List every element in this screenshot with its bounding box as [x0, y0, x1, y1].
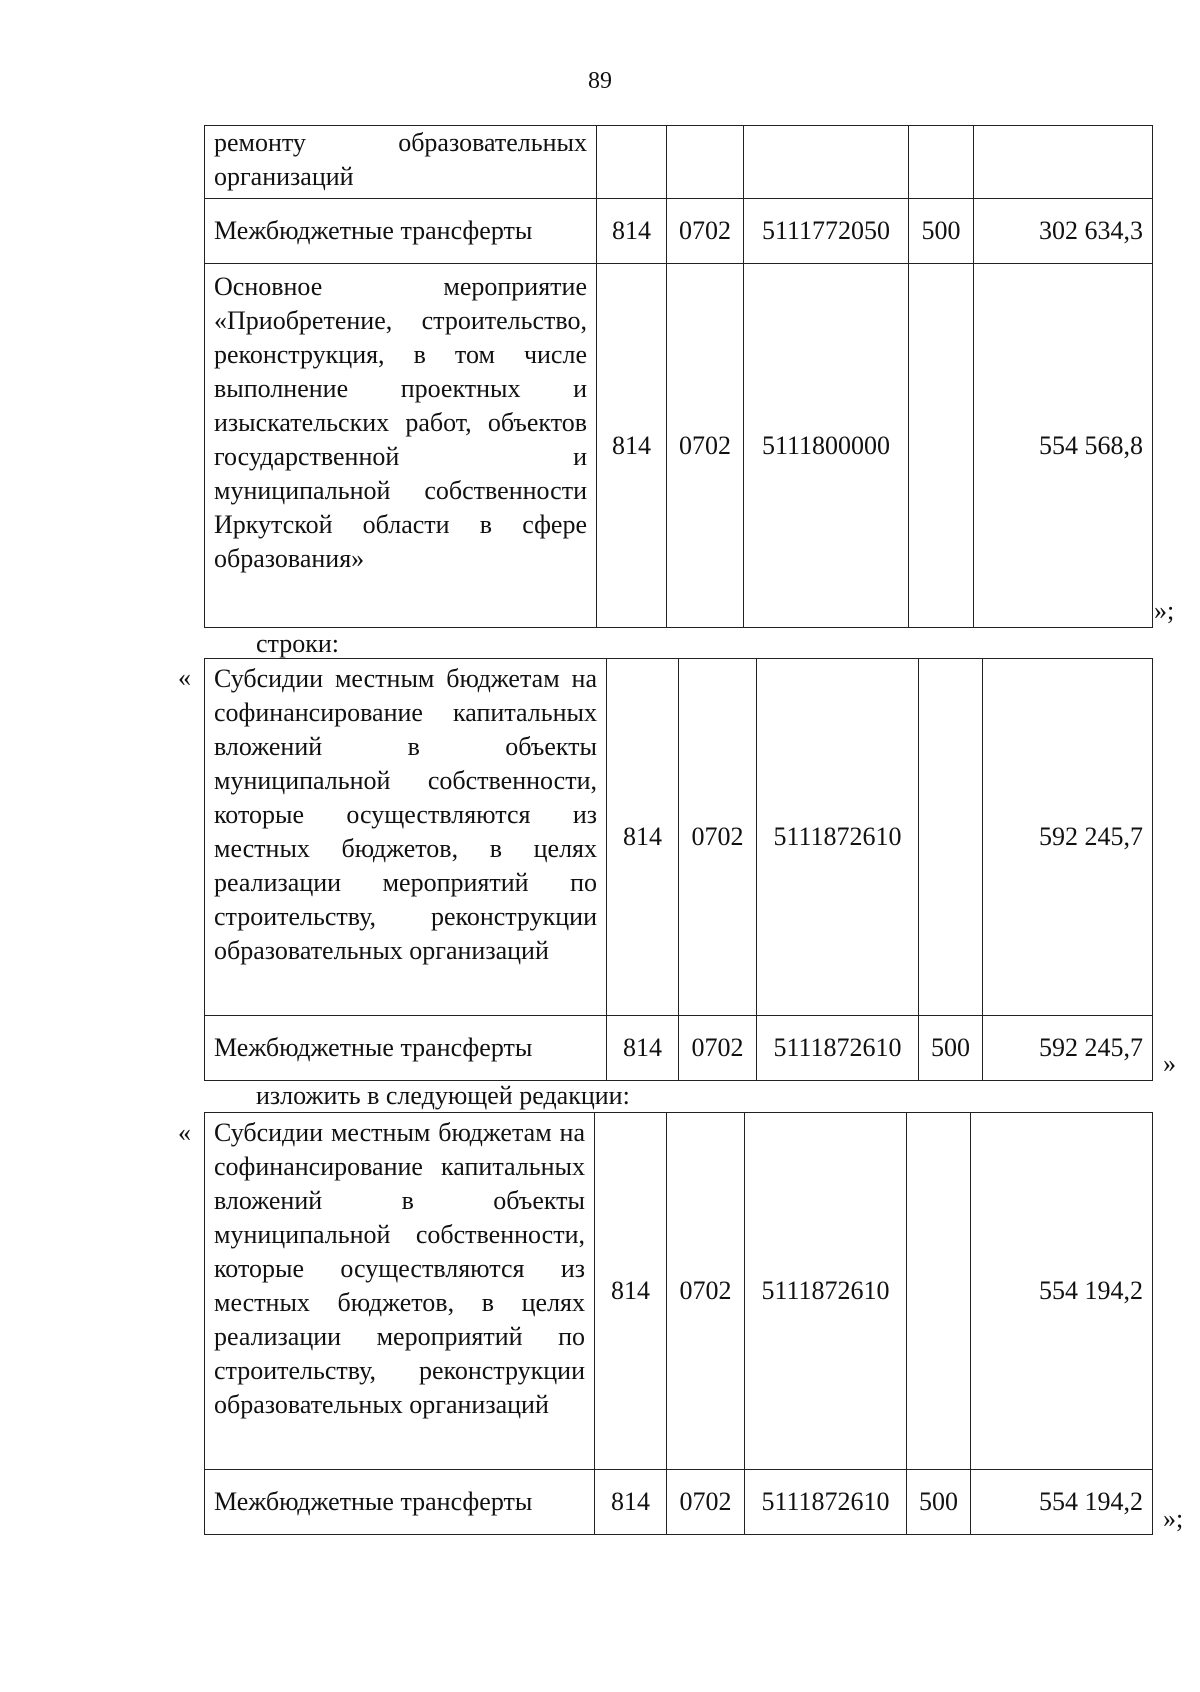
section-code-cell: 0702: [667, 199, 744, 264]
target-article-cell: 5111872610: [745, 1470, 907, 1535]
target-article-cell: [744, 126, 909, 199]
table-row: [205, 659, 1153, 1016]
table-row: [205, 1113, 1153, 1470]
section-code-cell: 0702: [679, 1016, 757, 1081]
ministry-code-cell: 814: [595, 1470, 667, 1535]
section-code-cell: 0702: [667, 1470, 745, 1535]
ministry-code-cell: 814: [607, 1016, 679, 1081]
row-description: Межбюджетные трансферты: [205, 1016, 607, 1081]
ministry-code-cell: 814: [595, 1113, 667, 1470]
row-description: ремонту образовательных организаций: [205, 126, 597, 199]
caption-edit: изложить в следующей редакции:: [256, 1081, 630, 1110]
section-code-cell: [667, 126, 744, 199]
expense-type-cell: 500: [919, 1016, 983, 1081]
expense-type-cell: 500: [909, 199, 974, 264]
section-code-cell: 0702: [679, 659, 757, 1016]
table-row: [205, 126, 1153, 199]
table-row: [205, 264, 1153, 628]
closing-quote-mark: »: [1163, 1049, 1176, 1078]
target-article-cell: 5111800000: [744, 264, 909, 628]
row-description: Субсидии местным бюджетам на софинансирование капитальных вложений в объекты муниципальной собственности, которые осуществляются из местных бюджетов, в целях реализации мероприятий по строительству, реконструкции образовательных организаций: [205, 659, 607, 1016]
expense-type-cell: [909, 126, 974, 199]
expense-type-cell: [907, 1113, 971, 1470]
amount-cell: 302 634,3: [974, 199, 1153, 264]
amount-cell: 592 245,7: [983, 1016, 1153, 1081]
budget-table-1: [204, 125, 1153, 628]
section-code-cell: 0702: [667, 1113, 745, 1470]
ministry-code-cell: 814: [597, 264, 667, 628]
amount-cell: 554 194,2: [971, 1113, 1153, 1470]
expense-type-cell: [909, 264, 974, 628]
amount-cell: 554 194,2: [971, 1470, 1153, 1535]
caption-rows: строки:: [256, 629, 339, 658]
page-number: 89: [588, 68, 612, 94]
target-article-cell: 5111872610: [757, 1016, 919, 1081]
table-row: [205, 1016, 1153, 1081]
ministry-code-cell: 814: [597, 199, 667, 264]
amount-cell: [974, 126, 1153, 199]
opening-quote-mark: «: [178, 1118, 191, 1147]
ministry-code-cell: [597, 126, 667, 199]
target-article-cell: 5111872610: [757, 659, 919, 1016]
opening-quote-mark: «: [178, 663, 191, 692]
budget-table-2: [204, 658, 1153, 1081]
section-code-cell: 0702: [667, 264, 744, 628]
target-article-cell: 5111772050: [744, 199, 909, 264]
row-description: Основное мероприятие «Приобретение, строительство, реконструкция, в том числе выполнение проектных и изыскательских работ, объектов государственной и муниципальной собственности Иркутской области в сфере образования»: [205, 264, 597, 628]
row-description: Межбюджетные трансферты: [205, 199, 597, 264]
expense-type-cell: [919, 659, 983, 1016]
row-description: Субсидии местным бюджетам на софинансирование капитальных вложений в объекты муниципальной собственности, которые осуществляются из местных бюджетов, в целях реализации мероприятий по строительству, реконструкции образовательных организаций: [205, 1113, 595, 1470]
closing-quote-mark: »;: [1163, 1504, 1184, 1533]
table-row: [205, 199, 1153, 264]
expense-type-cell: 500: [907, 1470, 971, 1535]
budget-table-3: [204, 1112, 1153, 1535]
target-article-cell: 5111872610: [745, 1113, 907, 1470]
closing-quote-mark: »;: [1154, 596, 1175, 625]
table-row: [205, 1470, 1153, 1535]
row-description: Межбюджетные трансферты: [205, 1470, 595, 1535]
amount-cell: 554 568,8: [974, 264, 1153, 628]
ministry-code-cell: 814: [607, 659, 679, 1016]
amount-cell: 592 245,7: [983, 659, 1153, 1016]
